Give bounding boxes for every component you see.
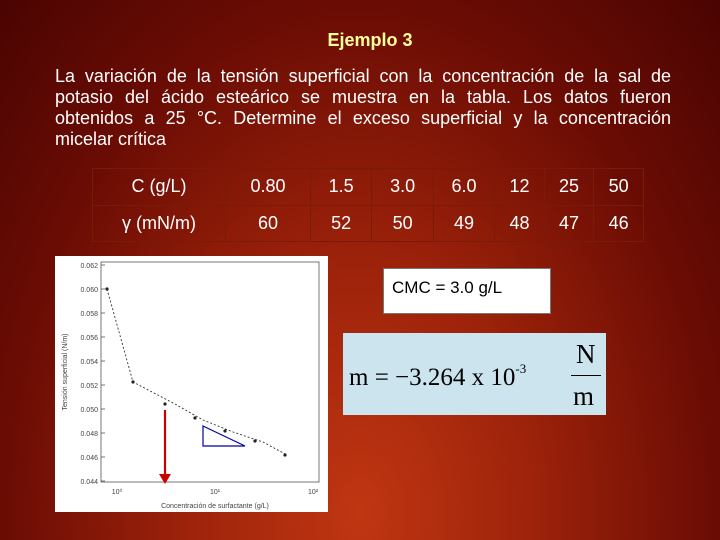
x-tick-label: 10²	[307, 489, 319, 496]
cmc-arrow-head	[159, 474, 171, 484]
problem-statement: La variación de la tensión superficial con la concentración de la sal de potasio del ácido esteárico se muestra en la tabla. Los datos fueron obtenidos a 25 °C. Determine el exceso superficial y la concentración micelar crítica	[55, 66, 671, 149]
x-tick-label: 10⁰	[111, 489, 123, 496]
table-cell: 49	[433, 205, 494, 242]
slope-triangle	[203, 426, 245, 446]
y-axis-label: Tensión superficial (N/m)	[62, 333, 69, 411]
data-point	[193, 416, 196, 419]
data-point	[253, 439, 256, 442]
x-axis-label: Concentración de surfactante (g/L)	[161, 503, 269, 510]
plot-frame	[101, 262, 319, 482]
fraction-bar	[571, 375, 601, 376]
table-cell: 50	[372, 205, 433, 242]
table-cell: 48	[495, 205, 545, 242]
data-point	[105, 287, 108, 290]
equation-exponent: -3	[515, 361, 527, 376]
table-cell: 46	[594, 205, 644, 242]
data-points	[105, 287, 286, 456]
x-tick-label: 10¹	[209, 489, 221, 496]
y-tick-label: 0.048	[80, 431, 98, 438]
y-tick-label: 0.050	[80, 407, 98, 414]
fraction-numerator: N	[576, 339, 596, 369]
tension-graph	[55, 256, 328, 512]
slide-title: Ejemplo 3	[327, 30, 413, 50]
equation-text: m = −3.264 x 10	[349, 364, 516, 391]
table-cell: 50	[594, 169, 644, 206]
equation-lhs	[349, 361, 526, 392]
y-tick-marks	[101, 265, 105, 481]
y-tick-label: 0.054	[80, 359, 98, 366]
y-tick-label: 0.062	[80, 263, 98, 270]
data-table	[92, 168, 644, 242]
data-point	[283, 453, 286, 456]
table-cell: 6.0	[433, 169, 494, 206]
table-header-tension: γ (mN/m)	[93, 205, 226, 242]
table-row-concentration	[93, 169, 644, 206]
graph-svg	[55, 256, 328, 512]
table-cell: 0.80	[226, 169, 311, 206]
y-tick-label: 0.052	[80, 383, 98, 390]
fit-curve	[107, 289, 287, 455]
y-tick-label: 0.046	[80, 455, 98, 462]
data-point	[131, 380, 134, 383]
y-tick-label: 0.058	[80, 311, 98, 318]
table-cell: 12	[495, 169, 545, 206]
y-tick-label: 0.060	[80, 287, 98, 294]
y-tick-label: 0.056	[80, 335, 98, 342]
cmc-box	[383, 268, 551, 314]
data-point	[223, 429, 226, 432]
table-header-concentration: C (g/L)	[93, 169, 226, 206]
table-cell: 60	[226, 205, 311, 242]
table-cell: 47	[544, 205, 594, 242]
y-tick-label: 0.044	[80, 479, 98, 486]
table-cell: 52	[311, 205, 372, 242]
cmc-label: CMC = 3.0 g/L	[392, 278, 503, 297]
fraction-denominator: m	[573, 381, 595, 411]
table-cell: 25	[544, 169, 594, 206]
slope-equation	[343, 333, 606, 415]
table-cell: 3.0	[372, 169, 433, 206]
table-row-tension	[93, 205, 644, 242]
data-point	[163, 402, 166, 405]
table-cell: 1.5	[311, 169, 372, 206]
